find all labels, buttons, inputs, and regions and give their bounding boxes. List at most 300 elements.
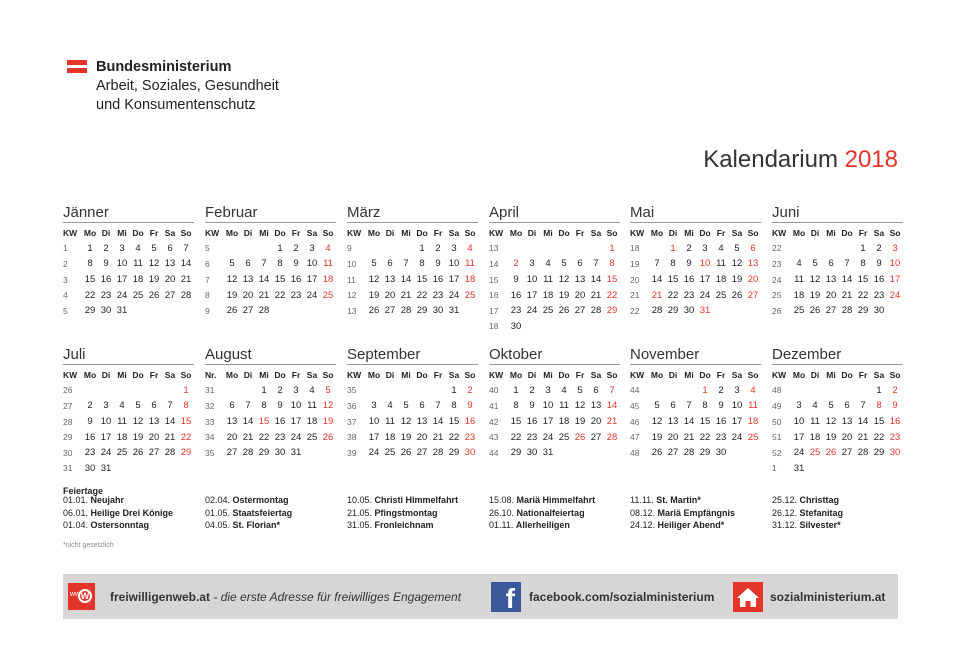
day-cell: 6: [229, 400, 235, 412]
week-number: 51: [772, 432, 782, 443]
holiday-item: [63, 507, 173, 520]
weekday-header: Sa: [731, 227, 743, 238]
day-cell: [366, 241, 382, 257]
week-number: 37: [347, 416, 357, 427]
week-number: 39: [347, 447, 357, 458]
month-name: Mai: [630, 203, 761, 223]
day-cell: 9: [876, 258, 882, 270]
month-table: [347, 225, 478, 319]
weekday-header-row: [630, 225, 761, 241]
week-number: 43: [489, 432, 499, 443]
day-cell: 29: [84, 305, 96, 317]
day-cell: [540, 319, 556, 335]
day-cell: 18: [306, 416, 318, 428]
day-cell: 23: [683, 289, 695, 301]
day-cell: 4: [545, 258, 551, 270]
month-name: Dezember: [772, 345, 903, 365]
day-cell: 8: [670, 258, 676, 270]
weekday-header: Do: [416, 227, 428, 238]
week-row: [772, 429, 903, 445]
day-cell: 14: [400, 274, 412, 286]
day-cell: 4: [467, 242, 473, 254]
day-cell: 27: [841, 447, 853, 459]
holiday-name: Ostersonntag: [90, 520, 150, 530]
day-cell: 25: [558, 431, 570, 443]
month-table: [772, 225, 903, 319]
day-cell: 9: [87, 416, 93, 428]
day-cell: [366, 383, 382, 399]
day-cell: 23: [290, 289, 302, 301]
day-cell: 10: [368, 416, 380, 428]
day-cell: 28: [841, 305, 853, 317]
day-cell: 23: [510, 305, 522, 317]
day-cell: 10: [290, 400, 302, 412]
day-cell: [508, 241, 524, 257]
week-row: [630, 256, 761, 272]
day-cell: 14: [164, 416, 176, 428]
day-cell: 27: [416, 447, 428, 459]
week-number: 50: [772, 416, 782, 427]
facebook-link[interactable]: facebook.com/sozialministerium: [529, 590, 715, 604]
day-cell: [462, 303, 478, 319]
day-cell: 10: [889, 258, 901, 270]
week-row: [347, 287, 478, 303]
day-cell: 17: [368, 431, 380, 443]
day-cell: 6: [670, 400, 676, 412]
day-cell: 2: [686, 242, 692, 254]
week-number: 16: [489, 290, 499, 301]
day-cell: 4: [119, 400, 125, 412]
holiday-item: [347, 519, 458, 532]
day-cell: [240, 383, 256, 399]
week-number: 27: [63, 400, 73, 411]
day-cell: 5: [229, 258, 235, 270]
week-number: 33: [205, 416, 215, 427]
day-cell: [162, 383, 178, 399]
weekday-header: Do: [699, 369, 711, 380]
week-row: [772, 445, 903, 461]
week-row: [489, 287, 620, 303]
month-table: [489, 367, 620, 461]
day-cell: 2: [103, 242, 109, 254]
day-cell: 14: [683, 416, 695, 428]
month-table: [630, 225, 761, 319]
day-cell: 4: [812, 400, 818, 412]
day-cell: [114, 383, 130, 399]
day-cell: 28: [590, 305, 602, 317]
day-cell: [398, 241, 414, 257]
month-table: [347, 367, 478, 461]
week-row: [347, 241, 478, 257]
day-cell: [178, 303, 194, 319]
day-cell: 20: [825, 289, 837, 301]
day-cell: 2: [87, 400, 93, 412]
day-cell: 10: [731, 400, 743, 412]
week-number: 12: [347, 290, 357, 301]
day-cell: 13: [574, 274, 586, 286]
week-row: [205, 241, 336, 257]
day-cell: 8: [277, 258, 283, 270]
day-cell: 19: [322, 416, 334, 428]
week-row: [489, 398, 620, 414]
holiday-item: [489, 519, 595, 532]
week-row: [489, 414, 620, 430]
day-cell: 1: [451, 384, 457, 396]
holiday-name: Christi Himmelfahrt: [374, 495, 459, 505]
month-calendar: [205, 203, 336, 319]
day-cell: 29: [510, 447, 522, 459]
day-cell: [382, 383, 398, 399]
holiday-date: 26.12.: [772, 507, 798, 518]
day-cell: 14: [651, 274, 663, 286]
day-cell: [162, 303, 178, 319]
day-cell: 21: [606, 416, 618, 428]
day-cell: 26: [226, 305, 238, 317]
week-number: 36: [347, 400, 357, 411]
day-cell: 24: [368, 447, 380, 459]
day-cell: 11: [748, 400, 758, 412]
day-cell: 15: [84, 274, 96, 286]
day-cell: 31: [699, 305, 711, 317]
holiday-date: 11.11.: [630, 495, 654, 505]
day-cell: 30: [715, 447, 727, 459]
day-cell: 12: [368, 274, 380, 286]
day-cell: 29: [699, 447, 711, 459]
week-number: 44: [489, 447, 499, 458]
holiday-date: 01.11.: [489, 520, 514, 530]
day-cell: 30: [526, 447, 538, 459]
week-number: 13: [489, 243, 499, 254]
day-cell: 30: [683, 305, 695, 317]
holiday-item: [347, 494, 458, 507]
day-cell: [304, 303, 320, 319]
day-cell: 26: [148, 289, 160, 301]
weekday-header: So: [747, 369, 759, 380]
day-cell: [823, 241, 839, 257]
day-cell: 27: [590, 431, 602, 443]
day-cell: 3: [309, 242, 315, 254]
weekday-header: Fr: [575, 227, 585, 238]
holiday-date: 01.01.: [63, 495, 89, 505]
day-cell: 15: [448, 416, 460, 428]
day-cell: 19: [148, 274, 160, 286]
holiday-date: 08.12.: [630, 507, 656, 518]
month-calendar: [772, 203, 903, 319]
weekday-header: Do: [132, 369, 144, 380]
day-cell: 5: [812, 258, 818, 270]
weekday-header: Mi: [117, 227, 127, 238]
holiday-item: [772, 507, 843, 520]
day-cell: 27: [747, 289, 759, 301]
holiday-column: [489, 494, 595, 532]
day-cell: 31: [542, 447, 554, 459]
day-cell: 8: [261, 400, 267, 412]
day-cell: [320, 445, 336, 461]
day-cell: 21: [400, 289, 412, 301]
weekday-header-row: [347, 367, 478, 383]
day-cell: 16: [432, 274, 444, 286]
day-cell: [540, 241, 556, 257]
weekday-header: Fr: [858, 369, 868, 380]
day-cell: 1: [513, 384, 519, 396]
month-name: November: [630, 345, 761, 365]
day-cell: 21: [242, 431, 254, 443]
day-cell: [713, 303, 729, 319]
weekday-header: Mo: [650, 227, 664, 238]
weekday-header: So: [606, 227, 618, 238]
day-cell: 10: [699, 258, 711, 270]
holiday-column: [347, 494, 458, 532]
weekday-header: Fr: [149, 227, 159, 238]
day-cell: 30: [873, 305, 885, 317]
day-cell: 7: [183, 242, 189, 254]
day-cell: 7: [403, 258, 409, 270]
day-cell: 11: [716, 258, 726, 270]
weekday-header: Fr: [433, 227, 443, 238]
week-number: 31: [205, 385, 215, 396]
day-cell: 19: [368, 289, 380, 301]
ministry-line-3: und Konsumentenschutz: [96, 97, 256, 113]
day-cell: 31: [793, 462, 805, 474]
month-name: Juli: [63, 345, 194, 365]
day-cell: 8: [419, 258, 425, 270]
day-cell: 26: [574, 431, 586, 443]
week-row: [205, 287, 336, 303]
freiwilligenweb-logo-icon[interactable]: [68, 583, 95, 610]
day-cell: [256, 241, 272, 257]
day-cell: 4: [135, 242, 141, 254]
facebook-icon[interactable]: f: [491, 582, 521, 612]
day-cell: 10: [306, 258, 318, 270]
month-calendar: [489, 203, 620, 334]
day-cell: [240, 241, 256, 257]
day-cell: 23: [432, 289, 444, 301]
holiday-name: Heiliger Abend*: [657, 520, 725, 530]
holiday-date: 15.08.: [489, 495, 515, 505]
day-cell: 20: [667, 431, 679, 443]
weekday-header: So: [889, 227, 901, 238]
weekday-header: Do: [841, 369, 853, 380]
week-row: [772, 461, 903, 477]
week-number: 15: [489, 274, 499, 285]
weekday-header: Mo: [83, 227, 97, 238]
weekday-header: Fr: [433, 369, 443, 380]
week-number: 10: [347, 258, 357, 269]
weekday-header: Mo: [225, 369, 239, 380]
day-cell: 13: [164, 258, 176, 270]
day-cell: 19: [558, 289, 570, 301]
day-cell: 16: [464, 416, 476, 428]
week-row: [772, 383, 903, 399]
day-cell: 17: [699, 274, 711, 286]
day-cell: [430, 383, 446, 399]
day-cell: 27: [148, 447, 160, 459]
day-cell: 6: [577, 258, 583, 270]
weekday-header: Mi: [259, 227, 269, 238]
day-cell: 2: [293, 242, 299, 254]
holiday-column: [772, 494, 843, 532]
day-cell: 12: [574, 400, 586, 412]
day-cell: 25: [793, 305, 805, 317]
day-cell: [272, 303, 288, 319]
day-cell: 18: [747, 416, 759, 428]
weekday-header: Fr: [291, 227, 301, 238]
weekday-header: Sa: [306, 227, 318, 238]
week-row: [63, 383, 194, 399]
day-cell: [855, 383, 871, 399]
week-row: [63, 445, 194, 461]
week-number: 18: [630, 243, 640, 254]
day-cell: 30: [432, 305, 444, 317]
week-row: [347, 303, 478, 319]
day-cell: [178, 461, 194, 477]
day-cell: [588, 445, 604, 461]
week-number: 52: [772, 447, 782, 458]
holiday-item: [205, 519, 292, 532]
week-row: [489, 445, 620, 461]
day-cell: [604, 319, 620, 335]
holiday-date: 26.10.: [489, 507, 515, 518]
day-cell: [288, 303, 304, 319]
week-row: [772, 398, 903, 414]
day-cell: 16: [290, 274, 302, 286]
day-cell: [414, 383, 430, 399]
day-cell: 15: [699, 416, 711, 428]
day-cell: [98, 383, 114, 399]
day-cell: 24: [731, 431, 743, 443]
day-cell: 10: [793, 416, 805, 428]
day-cell: 23: [715, 431, 727, 443]
freiwilligenweb-link[interactable]: [110, 590, 461, 604]
day-cell: 22: [667, 289, 679, 301]
fw-tagline: - die erste Adresse für freiwilliges Engagement: [210, 590, 462, 604]
day-cell: 5: [734, 242, 740, 254]
day-cell: 31: [290, 447, 302, 459]
day-cell: 17: [100, 431, 112, 443]
day-cell: [572, 241, 588, 257]
weekday-header: So: [464, 369, 476, 380]
day-cell: 17: [731, 416, 743, 428]
day-cell: 7: [844, 258, 850, 270]
day-cell: 25: [306, 431, 318, 443]
day-cell: 10: [526, 274, 538, 286]
day-cell: 5: [654, 400, 660, 412]
day-cell: 15: [274, 274, 286, 286]
sozialministerium-link[interactable]: sozialministerium.at: [770, 590, 886, 604]
day-cell: 5: [135, 400, 141, 412]
day-cell: 25: [542, 305, 554, 317]
day-cell: 11: [559, 400, 569, 412]
holiday-name: Mariä Himmelfahrt: [516, 495, 596, 505]
day-cell: 4: [325, 242, 331, 254]
week-number: 35: [205, 447, 215, 458]
day-cell: 17: [448, 274, 460, 286]
day-cell: [320, 303, 336, 319]
day-cell: [839, 241, 855, 257]
day-cell: 22: [699, 431, 711, 443]
day-cell: 29: [857, 305, 869, 317]
day-cell: 15: [416, 274, 428, 286]
weekday-header: Di: [668, 227, 678, 238]
day-cell: 18: [384, 431, 396, 443]
week-number: 2: [63, 258, 68, 269]
week-row: [347, 398, 478, 414]
day-cell: 11: [117, 416, 127, 428]
title-year: 2018: [844, 146, 898, 173]
weekday-header: Mi: [259, 369, 269, 380]
holiday-name: St. Martin*: [656, 495, 701, 505]
day-cell: 4: [718, 242, 724, 254]
day-cell: 28: [432, 447, 444, 459]
day-cell: 7: [686, 400, 692, 412]
day-cell: 18: [116, 431, 128, 443]
week-row: [630, 241, 761, 257]
day-cell: 23: [889, 431, 901, 443]
week-row: [772, 272, 903, 288]
week-number: 32: [205, 400, 215, 411]
day-cell: 9: [686, 258, 692, 270]
weekday-header-row: [205, 225, 336, 241]
day-cell: 4: [309, 384, 315, 396]
day-cell: 21: [590, 289, 602, 301]
day-cell: 14: [242, 416, 254, 428]
weekday-header: Mo: [83, 369, 97, 380]
day-cell: 30: [274, 447, 286, 459]
day-cell: 29: [606, 305, 618, 317]
day-cell: [556, 241, 572, 257]
day-cell: 11: [307, 400, 317, 412]
day-cell: 2: [529, 384, 535, 396]
day-cell: 17: [793, 431, 805, 443]
day-cell: 19: [825, 431, 837, 443]
holiday-item: [63, 519, 173, 532]
week-row: [772, 287, 903, 303]
day-cell: 13: [226, 416, 238, 428]
week-number: 41: [489, 400, 499, 411]
day-cell: 23: [100, 289, 112, 301]
day-cell: [146, 383, 162, 399]
day-cell: 8: [513, 400, 519, 412]
day-cell: 6: [167, 242, 173, 254]
weekday-header: Fr: [291, 369, 301, 380]
weekday-header: Sa: [873, 369, 885, 380]
holiday-name: Stefanitag: [799, 507, 844, 518]
holidays-title: Feiertage: [63, 486, 104, 496]
weekday-header: Di: [243, 369, 253, 380]
day-cell: [649, 241, 665, 257]
week-number: 4: [63, 290, 68, 301]
weekday-header: So: [606, 369, 618, 380]
day-cell: [588, 319, 604, 335]
day-cell: 12: [809, 274, 821, 286]
day-cell: 5: [577, 384, 583, 396]
weekday-header: Sa: [731, 369, 743, 380]
day-cell: [556, 445, 572, 461]
day-cell: 18: [809, 431, 821, 443]
month-calendar: [205, 345, 336, 461]
day-cell: 3: [119, 242, 125, 254]
day-cell: [398, 383, 414, 399]
day-cell: 15: [258, 416, 270, 428]
day-cell: [524, 319, 540, 335]
day-cell: 3: [293, 384, 299, 396]
day-cell: 5: [371, 258, 377, 270]
weekday-header: Mi: [826, 369, 836, 380]
day-cell: 14: [841, 274, 853, 286]
day-cell: 21: [683, 431, 695, 443]
weekday-header: Di: [527, 227, 537, 238]
home-icon[interactable]: [733, 582, 763, 612]
